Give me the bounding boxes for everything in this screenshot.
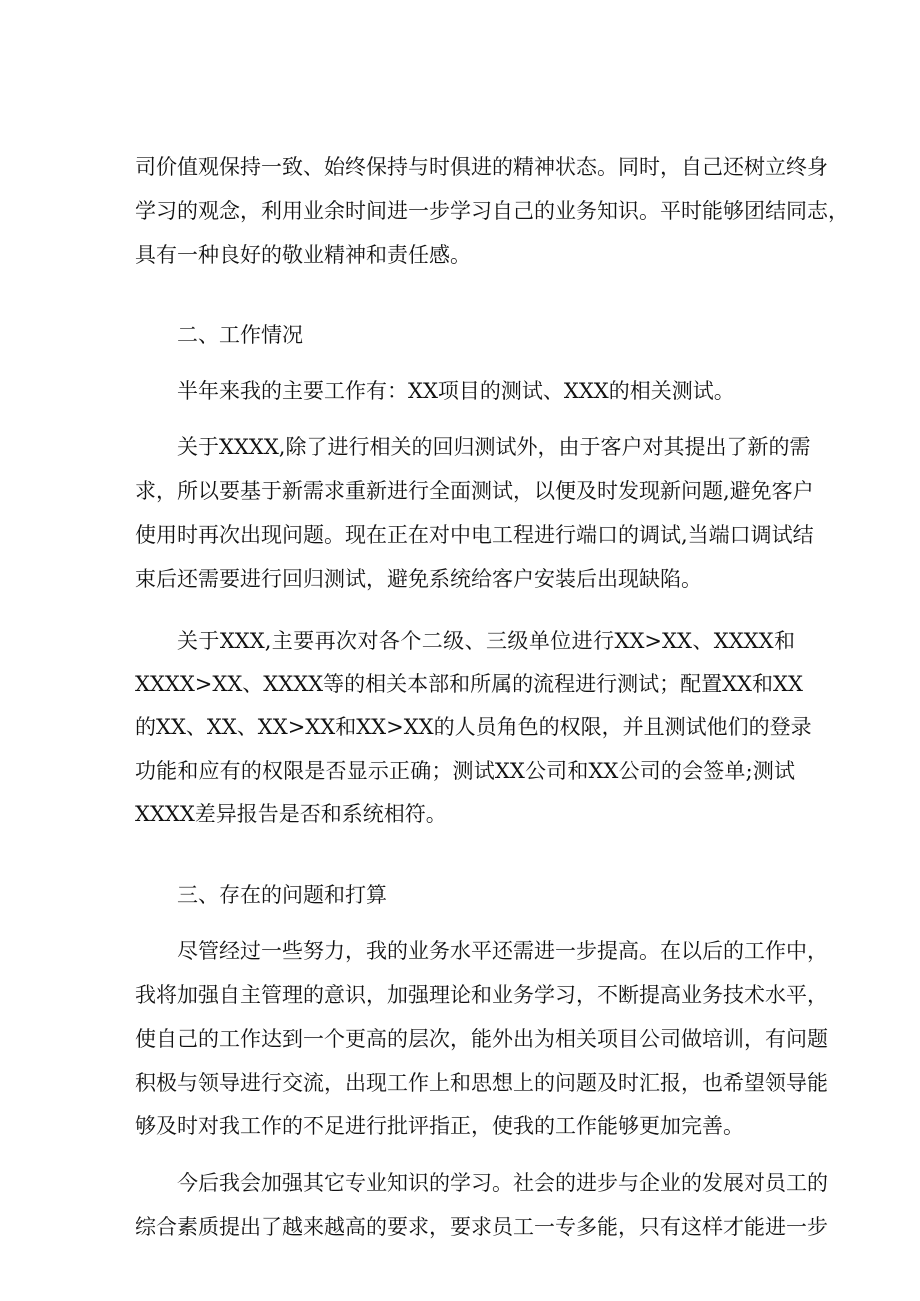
text-line: 司价值观保持一致、始终保持与时俱进的精神状态。同时，自己还树立终身 <box>135 155 828 179</box>
text-line: 关于XXX,主要再次对各个二级、三级单位进行XX>XX、XXXX和 <box>177 629 795 653</box>
text-line: 具有一种良好的敬业精神和责任感。 <box>135 243 471 267</box>
text-line: 尽管经过一些努力，我的业务水平还需进一步提高。在以后的工作中， <box>177 939 828 963</box>
text-line: 束后还需要进行回归测试，避免系统给客户安装后出现缺陷。 <box>135 567 702 591</box>
text-line: 学习的观念，利用业余时间进一步学习自己的业务知识。平时能够团结同志， <box>135 199 849 223</box>
section-heading: 二、工作情况 <box>177 323 303 347</box>
text-line: XXXX>XX、XXXX等的相关本部和所属的流程进行测试；配置XX和XX <box>135 672 803 696</box>
text-line: 的XX、XX、XX>XX和XX>XX的人员角色的权限，并且测试他们的登录 <box>135 715 812 739</box>
text-line: 功能和应有的权限是否显示正确；测试XX公司和XX公司的会签单;测试 <box>135 759 795 783</box>
text-line: 求，所以要基于新需求重新进行全面测试，以便及时发现新问题,避免客户 <box>135 479 814 503</box>
text-line: 使自己的工作达到一个更高的层次，能外出为相关项目公司做培训，有问题 <box>135 1027 828 1051</box>
section-heading: 三、存在的问题和打算 <box>177 883 387 907</box>
text-line: 综合素质提出了越来越高的要求，要求员工一专多能，只有这样才能进一步 <box>135 1215 828 1239</box>
text-line: 今后我会加强其它专业知识的学习。社会的进步与企业的发展对员工的 <box>177 1171 828 1195</box>
text-line: 够及时对我工作的不足进行批评指正，使我的工作能够更加完善。 <box>135 1114 744 1138</box>
text-line: 积极与领导进行交流，出现工作上和思想上的问题及时汇报，也希望领导能 <box>135 1071 828 1095</box>
text-line: 关于XXXX,除了进行相关的回归测试外，由于客户对其提出了新的需 <box>177 435 811 459</box>
text-line: 我将加强自主管理的意识，加强理论和业务学习，不断提高业务技术水平， <box>135 983 828 1007</box>
text-line: 半年来我的主要工作有：XX项目的测试、XXX的相关测试。 <box>177 379 735 403</box>
text-line: XXXX差异报告是否和系统相符。 <box>135 802 447 826</box>
text-line: 使用时再次出现问题。现在正在对中电工程进行端口的调试,当端口调试结 <box>135 523 814 547</box>
